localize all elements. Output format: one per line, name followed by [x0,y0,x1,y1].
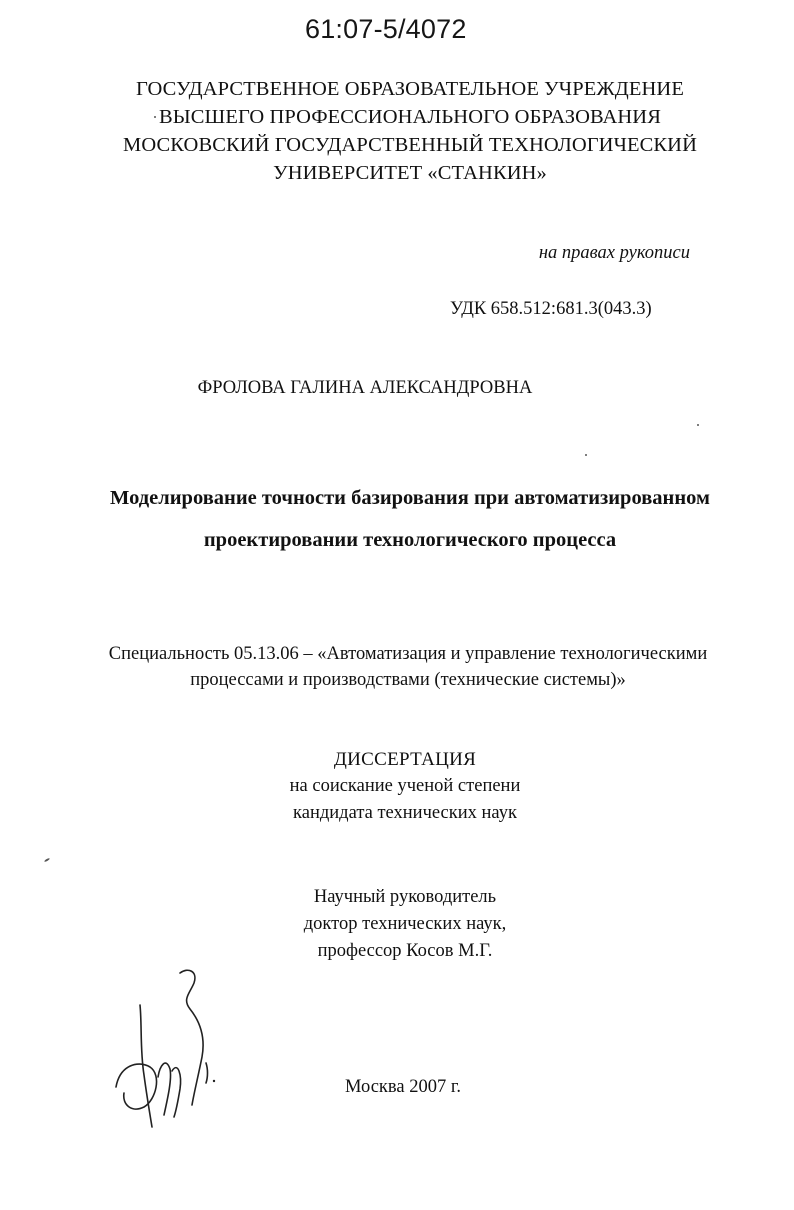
supervisor-line-2: доктор технических наук, [303,914,507,934]
place-year: Москва 2007 г. [345,1077,461,1097]
scan-speck [154,116,156,118]
institution-line-2: ВЫСШЕГО ПРОФЕССИОНАЛЬНОГО ОБРАЗОВАНИЯ [159,106,661,128]
degree-line-2: кандидата технических наук [293,803,517,823]
supervisor-line-3: профессор Косов М.Г. [317,941,493,961]
institution-line-3: МОСКОВСКИЙ ГОСУДАРСТВЕННЫЙ ТЕХНОЛОГИЧЕСКИЙ [123,134,697,156]
scan-speck [585,454,587,456]
institution-line-1: ГОСУДАРСТВЕННОЕ ОБРАЗОВАТЕЛЬНОЕ УЧРЕЖДЕНИЕ [136,78,684,100]
title-line-2: проектировании технологического процесса [203,529,617,551]
author-name: ФРОЛОВА ГАЛИНА АЛЕКСАНДРОВНА [197,378,533,398]
degree-line-1: на соискание ученой степени [289,776,521,796]
scan-speck [44,858,50,863]
specialty-line-2: процессами и производствами (технические системы)» [190,670,626,690]
archive-code: 61:07-5/4072 [305,14,467,44]
institution-line-4: УНИВЕРСИТЕТ «СТАНКИН» [273,162,547,184]
udk-code: УДК 658.512:681.3(043.3) [450,299,652,319]
supervisor-line-1: Научный руководитель [313,887,497,907]
scan-speck [697,424,699,426]
specialty-line-1: Специальность 05.13.06 – «Автоматизация и управление технологическими [108,644,708,664]
dissertation-type: ДИССЕРТАЦИЯ [333,749,477,770]
handwritten-signature [110,965,230,1135]
manuscript-rights: на правах рукописи [538,243,690,263]
title-line-1: Моделирование точности базирования при автоматизированном [110,487,710,509]
